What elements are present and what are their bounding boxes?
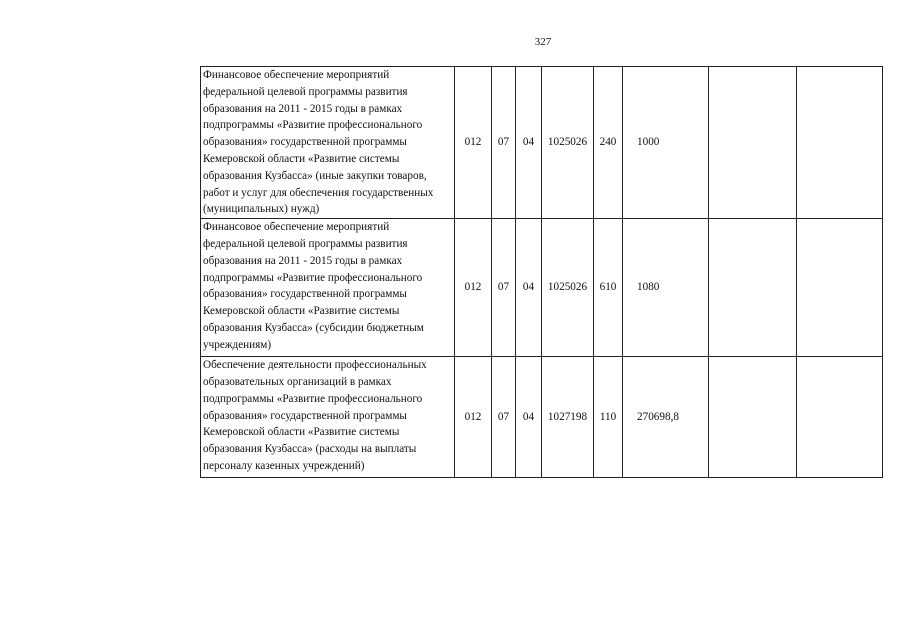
description-cell: Финансовое обеспечение мероприятий федеральной целевой программы развития образования на 2011 - 2015 годы в рамках подпрограммы «Развитие профессионального образования» государственной программы Кемеровской области «Развитие системы образования Кузбасса» (субсидии бюджетным учреждениям) xyxy=(201,219,455,357)
ministry-code-cell: 012 xyxy=(455,219,492,357)
target-article-cell: 1027198 xyxy=(542,357,594,478)
expense-type-cell: 110 xyxy=(594,357,623,478)
table-row xyxy=(201,357,883,478)
section-code-cell: 07 xyxy=(492,67,516,219)
empty-cell xyxy=(709,357,797,478)
amount-cell: 270698,8 xyxy=(623,357,709,478)
section-code-cell: 07 xyxy=(492,357,516,478)
subsection-code-cell: 04 xyxy=(516,67,542,219)
target-article-cell: 1025026 xyxy=(542,219,594,357)
empty-cell xyxy=(797,357,883,478)
empty-cell xyxy=(709,219,797,357)
budget-table xyxy=(200,66,883,478)
table-row xyxy=(201,67,883,219)
empty-cell xyxy=(797,67,883,219)
description-cell: Обеспечение деятельности профессиональных образовательных организаций в рамках подпрограммы «Развитие профессионального образования» государственной программы Кемеровской области «Развитие системы образования Кузбасса» (расходы на выплаты персоналу казенных учреждений) xyxy=(201,357,455,478)
expense-type-cell: 240 xyxy=(594,67,623,219)
ministry-code-cell: 012 xyxy=(455,357,492,478)
empty-cell xyxy=(797,219,883,357)
subsection-code-cell: 04 xyxy=(516,357,542,478)
subsection-code-cell: 04 xyxy=(516,219,542,357)
description-cell: Финансовое обеспечение мероприятий федеральной целевой программы развития образования на 2011 - 2015 годы в рамках подпрограммы «Развитие профессионального образования» государственной программы Кемеровской области «Развитие системы образования Кузбасса» (иные закупки товаров, работ и услуг для обеспечения государственных (муниципальных) нужд) xyxy=(201,67,455,219)
ministry-code-cell: 012 xyxy=(455,67,492,219)
amount-cell: 1080 xyxy=(623,219,709,357)
amount-cell: 1000 xyxy=(623,67,709,219)
target-article-cell: 1025026 xyxy=(542,67,594,219)
section-code-cell: 07 xyxy=(492,219,516,357)
expense-type-cell: 610 xyxy=(594,219,623,357)
table-row xyxy=(201,219,883,357)
page-number: 327 xyxy=(534,36,552,48)
empty-cell xyxy=(709,67,797,219)
